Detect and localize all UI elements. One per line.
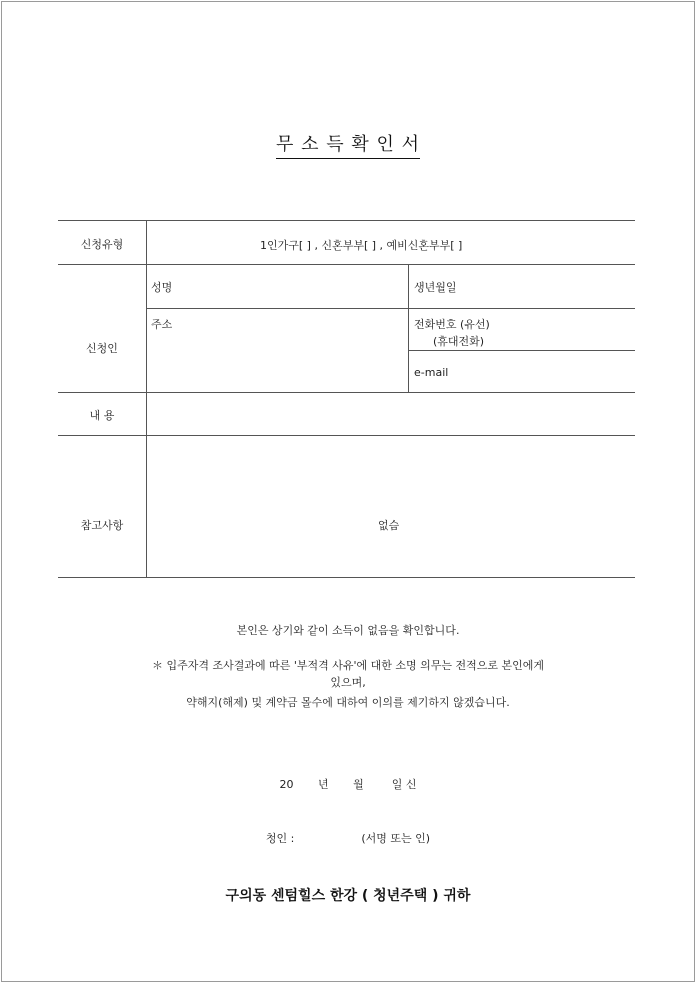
name-label: 성명 [151, 281, 173, 294]
email-label: e-mail [414, 366, 449, 379]
notice-line-1: ＊ 입주자격 조사결과에 따른 '부적격 사유'에 대한 소명 의무는 전적으로 본인에게 [151, 659, 545, 672]
signature-placeholder[interactable]: (서명 또는 인) [361, 832, 431, 845]
row-divider-type [58, 264, 635, 265]
application-form-table [58, 220, 635, 578]
row-divider-content [58, 435, 635, 436]
row-divider-name [146, 308, 635, 309]
signature-line [0, 830, 696, 846]
remarks-label: 참고사항 [80, 519, 124, 532]
recipient-line: 구의동 센텀힐스 한강 ( 청년주택 ) 귀하 [225, 888, 471, 904]
content-label: 내 용 [89, 409, 115, 422]
document-title [0, 130, 696, 156]
phone-label: 전화번호 (유선) [414, 318, 490, 331]
birth-label: 생년월일 [414, 281, 457, 294]
applicant-column-divider [408, 264, 409, 392]
row-divider-phone [408, 350, 635, 351]
label-column-divider [146, 221, 147, 577]
applicant-label: 신청인 [86, 342, 118, 355]
date-line: 20 년 월 일 신 [279, 778, 417, 791]
notice-line-2: 있으며, [330, 676, 366, 689]
notice-line-3: 약해지(해제) 및 계약금 몰수에 대하여 이의를 제기하지 않겠습니다. [186, 696, 510, 709]
document-title-text: 무 소 득 확 인 서 [276, 134, 420, 159]
row-divider-applicant [58, 392, 635, 393]
type-label: 신청유형 [80, 238, 124, 251]
confirmation-statement: 본인은 상기와 같이 소득이 없음을 확인합니다. [236, 624, 460, 637]
remarks-value: 없슴 [378, 519, 400, 532]
address-label: 주소 [151, 318, 173, 331]
mobile-label: (휴대전화) [433, 335, 485, 348]
type-options[interactable]: 1인가구[ ] , 신혼부부[ ] , 예비신혼부부[ ] [260, 239, 463, 252]
signature-label: 청인 : [265, 832, 295, 845]
